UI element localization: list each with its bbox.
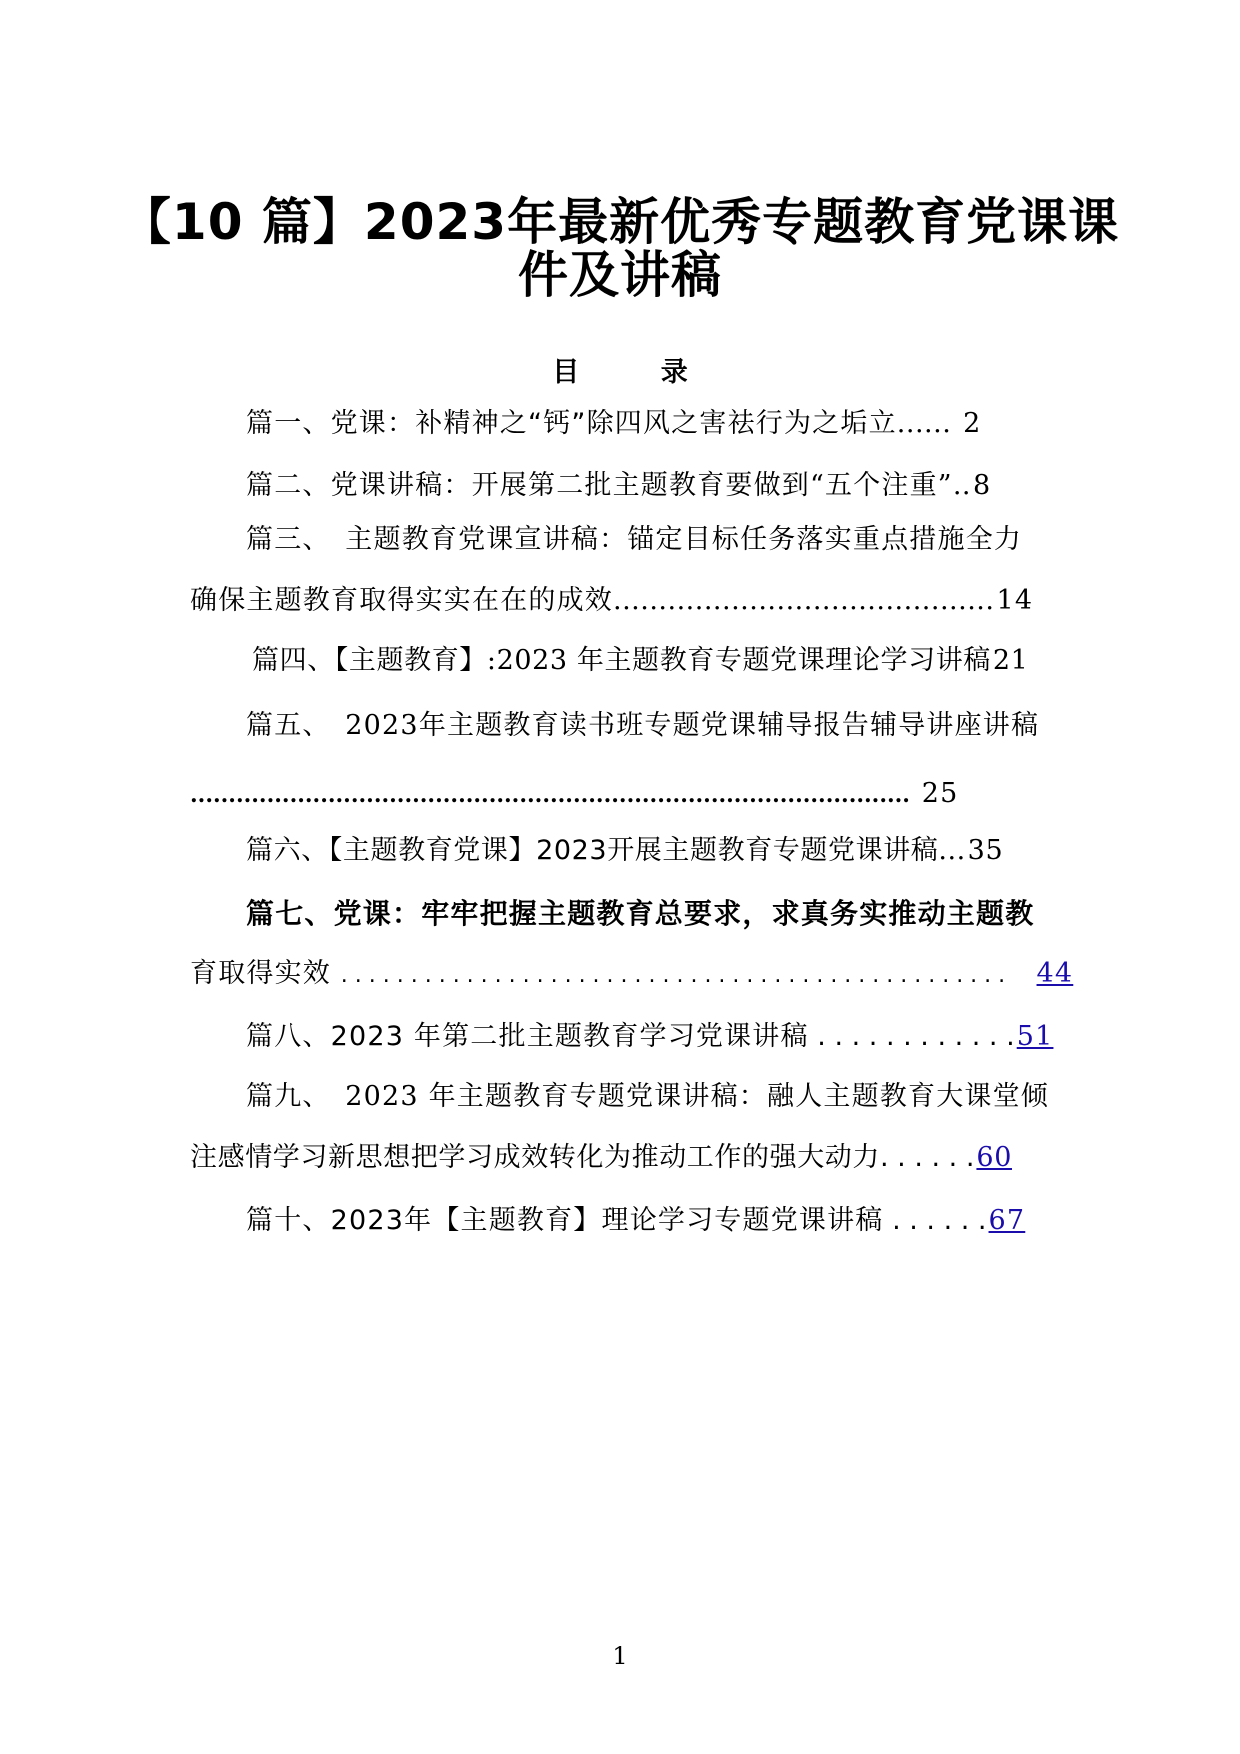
toc-entry-3-line-2[interactable] — [190, 583, 1033, 619]
toc-entry-9-page-link[interactable]: 60 — [976, 1142, 1012, 1173]
toc-entry-6[interactable] — [246, 833, 1003, 869]
toc-entry-3-text-line-1: 篇三、 主题教育党课宣讲稿：锚定目标任务落实重点措施全力 — [246, 524, 1023, 555]
toc-entry-2[interactable] — [246, 468, 991, 504]
toc-entry-6-page: 35 — [967, 835, 1004, 866]
toc-entry-7-page-link[interactable]: 44 — [1036, 958, 1074, 989]
toc-entry-5-page: 25 — [921, 778, 959, 809]
toc-entry-2-text: 篇二、党课讲稿：开展第二批主题教育要做到“五个注重” — [246, 470, 953, 501]
toc-entry-4-page: 21 — [992, 645, 1029, 676]
toc-entry-8[interactable] — [246, 1019, 1053, 1055]
toc-entry-6-text: 篇六、【主题教育党课】2023开展主题教育专题党课讲稿 — [246, 835, 939, 866]
toc-entry-4-text: 篇四、【主题教育】:2023 年主题教育专题党课理论学习讲稿 — [252, 645, 991, 676]
toc-entry-3-line-1[interactable] — [246, 522, 1022, 558]
toc-entry-9-line-2[interactable] — [190, 1140, 1012, 1176]
toc-entry-10[interactable] — [246, 1203, 1025, 1239]
toc-entry-2-dots: .. — [952, 470, 971, 501]
toc-entry-10-dots: . . . . . . — [883, 1205, 987, 1236]
toc-entry-9-dots: . . . . . . — [880, 1142, 975, 1173]
document-title-line-1: 【10 篇】2023年最新优秀专题教育党课课 — [120, 193, 1120, 251]
toc-entry-1-text: 篇一、党课：补精神之“钙”除四风之害祛行为之垢立 — [246, 408, 897, 439]
toc-entry-7-line-1[interactable] — [246, 896, 1034, 932]
toc-entry-2-page: 8 — [972, 470, 992, 501]
toc-entry-1[interactable] — [246, 406, 981, 442]
toc-entry-10-page-link[interactable]: 67 — [988, 1205, 1026, 1236]
page-number: 1 — [612, 1642, 628, 1670]
toc-entry-8-dots: . . . . . . . . . . . . — [808, 1021, 1015, 1052]
toc-entry-9-line-1[interactable] — [246, 1079, 1049, 1115]
toc-entry-5-dots: .............................................................................................. — [190, 782, 910, 808]
toc-entry-5-line-2[interactable] — [190, 776, 959, 813]
toc-entry-1-page: 2 — [963, 408, 982, 439]
toc-entry-8-page-link[interactable]: 51 — [1016, 1021, 1054, 1052]
toc-entry-5-line-1[interactable] — [246, 708, 1039, 744]
toc-entry-3-page: 14 — [996, 585, 1034, 616]
toc-entry-3-dots: .......................................... — [613, 585, 995, 616]
toc-entry-8-text: 篇八、2023 年第二批主题教育学习党课讲稿 — [246, 1021, 809, 1052]
toc-heading: 目 录 — [552, 357, 724, 388]
toc-entry-9-text-line-1: 篇九、 2023 年主题教育专题党课讲稿：融人主题教育大课堂倾 — [246, 1081, 1049, 1112]
toc-entry-1-dots: ...... — [896, 408, 952, 439]
toc-entry-7-text-line-2: 育取得实效 — [190, 958, 331, 989]
toc-entry-4[interactable] — [252, 643, 1028, 679]
toc-entry-7-text-line-1: 篇七、党课：牢牢把握主题教育总要求，求真务实推动主题教 — [246, 897, 1035, 930]
toc-entry-7-line-2[interactable] — [190, 956, 1073, 994]
toc-entry-9-text-line-2: 注感情学习新思想把学习成效转化为推动工作的强大动力 — [190, 1142, 880, 1173]
document-title-line-2: 件及讲稿 — [518, 246, 722, 304]
toc-entry-6-dots: ... — [938, 835, 966, 866]
toc-entry-3-text-line-2: 确保主题教育取得实实在在的成效 — [190, 585, 613, 616]
toc-entry-10-text: 篇十、2023年【主题教育】理论学习专题党课讲稿 — [246, 1205, 884, 1236]
toc-entry-7-dots: . . . . . . . . . . . . . . . . . . . . . . . . . . . . . . . . . . . . . . . . . . . . . . . . — [340, 963, 1006, 988]
toc-entry-5-text-line-1: 篇五、 2023年主题教育读书班专题党课辅导报告辅导讲座讲稿 — [246, 710, 1040, 741]
